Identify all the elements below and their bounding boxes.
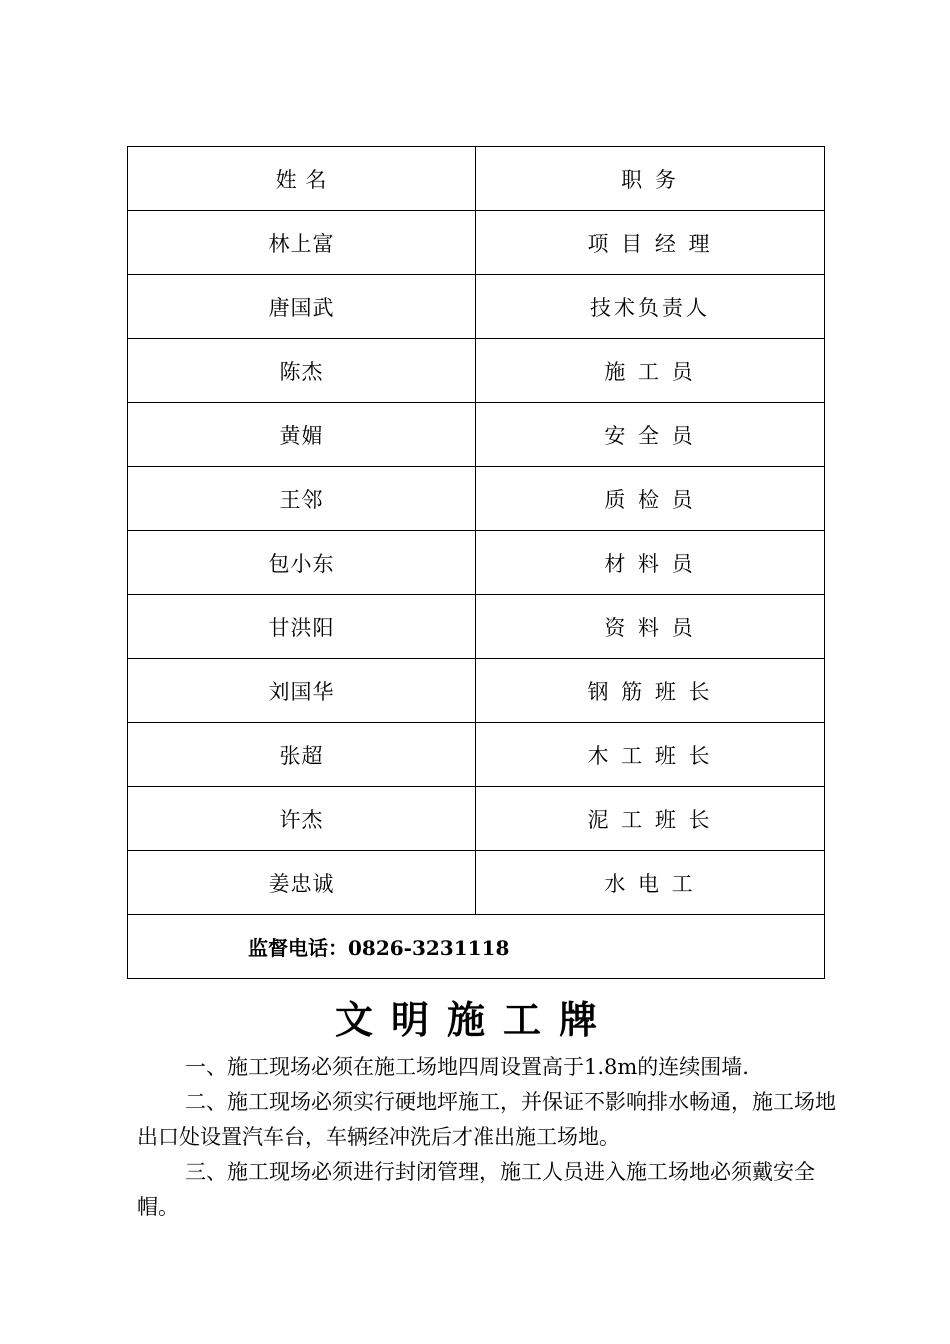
table-row <box>128 659 825 723</box>
staff-position: 水 电 工 <box>476 851 825 915</box>
staff-position: 技术负责人 <box>476 275 825 339</box>
staff-name: 张超 <box>128 723 476 787</box>
staff-name: 甘洪阳 <box>128 595 476 659</box>
rule-paragraph: 三、施工现场必须进行封闭管理，施工人员进入施工场地必须戴安全帽。 <box>137 1160 815 1219</box>
staff-position: 资 料 员 <box>476 595 825 659</box>
staff-name: 包小东 <box>128 531 476 595</box>
staff-position: 项 目 经 理 <box>476 211 825 275</box>
staff-name: 林上富 <box>128 211 476 275</box>
table-row <box>128 531 825 595</box>
header-name: 姓 名 <box>128 147 476 211</box>
table-row <box>128 723 825 787</box>
staff-name: 黄媚 <box>128 403 476 467</box>
table-row <box>128 595 825 659</box>
table-row <box>128 851 825 915</box>
rule-paragraph: 二、施工现场必须实行硬地坪施工，并保证不影响排水畅通，施工场地出口处设置汽车台，车辆经冲洗后才准出施工场地。 <box>137 1090 836 1149</box>
header-position: 职 务 <box>476 147 825 211</box>
table-row <box>128 467 825 531</box>
staff-name: 刘国华 <box>128 659 476 723</box>
staff-position: 安 全 员 <box>476 403 825 467</box>
table-row <box>128 275 825 339</box>
staff-name: 唐国武 <box>128 275 476 339</box>
table-row <box>128 339 825 403</box>
document-title: 文明施工牌 <box>334 997 615 1042</box>
staff-name: 许杰 <box>128 787 476 851</box>
staff-name: 姜忠诚 <box>128 851 476 915</box>
supervision-phone: 监督电话：0826-3231118 <box>128 915 825 979</box>
staff-position: 材 料 员 <box>476 531 825 595</box>
table-row <box>128 211 825 275</box>
staff-name: 陈杰 <box>128 339 476 403</box>
staff-name: 王邻 <box>128 467 476 531</box>
staff-table <box>127 146 825 979</box>
phone-row <box>128 915 825 979</box>
table-row <box>128 787 825 851</box>
staff-position: 质 检 员 <box>476 467 825 531</box>
rule-paragraph: 一、施工现场必须在施工场地四周设置高于1.8m的连续围墙. <box>185 1055 749 1079</box>
table-header-row <box>128 147 825 211</box>
rules-section <box>137 1050 837 1225</box>
staff-position: 泥 工 班 长 <box>476 787 825 851</box>
table-row <box>128 403 825 467</box>
staff-position: 施 工 员 <box>476 339 825 403</box>
staff-position: 木 工 班 长 <box>476 723 825 787</box>
staff-position: 钢 筋 班 长 <box>476 659 825 723</box>
